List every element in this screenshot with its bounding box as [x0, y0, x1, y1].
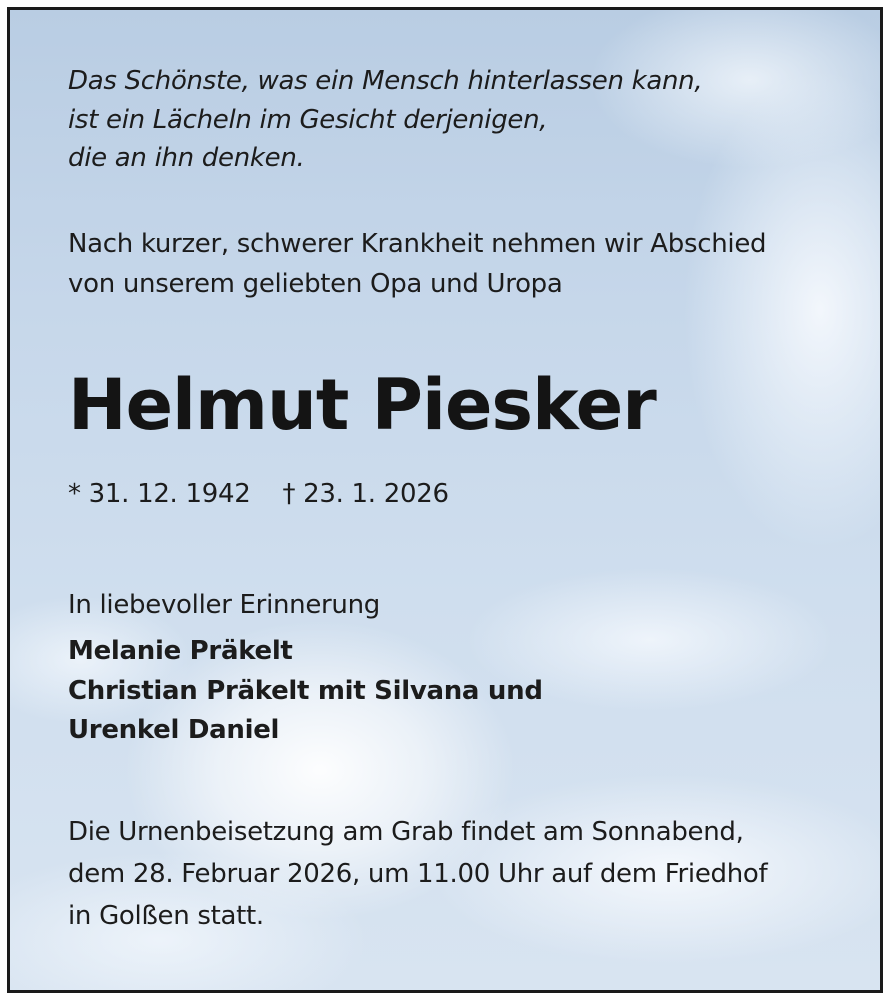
- farewell-intro: [68, 225, 766, 304]
- quote-line: die an ihn denken.: [68, 143, 305, 173]
- birth-date: * 31. 12. 1942: [68, 479, 251, 509]
- memory-line: In liebevoller Erinnerung: [68, 590, 380, 620]
- obituary-notice: [7, 7, 883, 993]
- burial-line: in Golßen statt.: [68, 901, 264, 931]
- deceased-name: Helmut Piesker: [68, 364, 656, 446]
- memorial-quote: [68, 62, 702, 178]
- death-date: † 23. 1. 2026: [282, 479, 449, 509]
- quote-line: ist ein Lächeln im Gesicht derjenigen,: [68, 104, 548, 135]
- burial-info: [68, 811, 767, 937]
- quote-line: Das Schönste, was ein Mensch hinterlassen kann,: [68, 66, 703, 96]
- mourners-list: [68, 632, 543, 751]
- intro-line: von unserem geliebten Opa und Uropa: [68, 268, 563, 299]
- mourner-name: Melanie Präkelt: [68, 636, 293, 666]
- mourner-name: Christian Präkelt mit Silvana und: [68, 675, 543, 706]
- burial-line: Die Urnenbeisetzung am Grab findet am Sonnabend,: [68, 817, 744, 847]
- life-dates: [68, 479, 449, 509]
- intro-line: Nach kurzer, schwerer Krankheit nehmen wir Abschied: [68, 229, 767, 259]
- burial-line: dem 28. Februar 2026, um 11.00 Uhr auf dem Friedhof: [68, 859, 768, 889]
- mourner-name: Urenkel Daniel: [68, 715, 280, 745]
